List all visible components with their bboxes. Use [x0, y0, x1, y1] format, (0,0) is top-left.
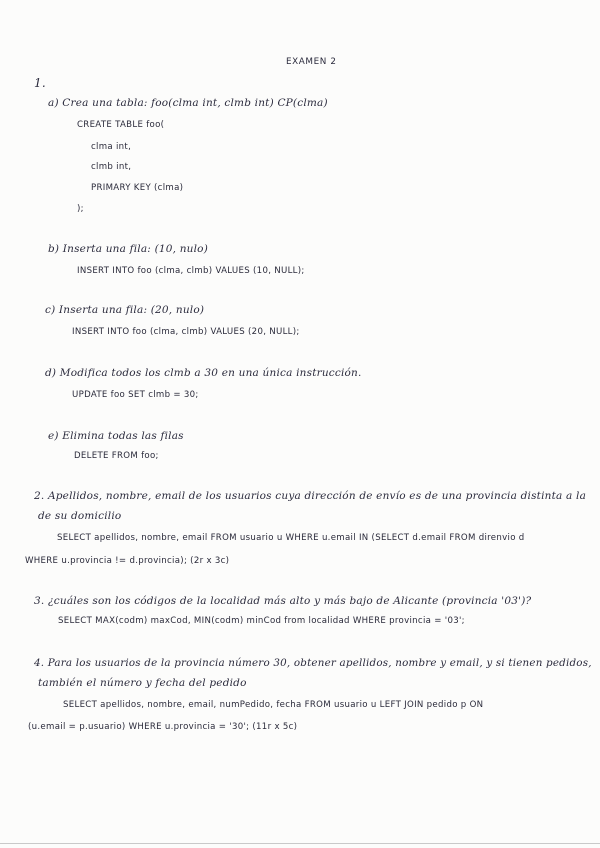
- q2-prompt-line: 2. Apellidos, nombre, email de los usuarios cuya dirección de envío es de una provincia distinta a la: [34, 490, 587, 502]
- q1a-code-line: CREATE TABLE foo(: [77, 120, 165, 130]
- q4-code-line: SELECT apellidos, nombre, email, numPedido, fecha FROM usuario u LEFT JOIN pedido p ON: [63, 700, 484, 710]
- q4-prompt-line: 4. Para los usuarios de la provincia número 30, obtener apellidos, nombre y email, y si tienen pedidos,: [34, 657, 592, 669]
- q1e-prompt: e) Elimina todas las filas: [48, 430, 184, 442]
- q1b-prompt: b) Inserta una fila: (10, nulo): [48, 243, 208, 255]
- q2-code-line: WHERE u.provincia != d.provincia); (2r x 3c): [25, 556, 230, 566]
- q3-prompt: 3. ¿cuáles son los códigos de la localidad más alto y más bajo de Alicante (provincia '03')?: [34, 595, 532, 607]
- q1d-code: UPDATE foo SET clmb = 30;: [72, 390, 199, 400]
- q3-code: SELECT MAX(codm) maxCod, MIN(codm) minCod from localidad WHERE provincia = '03';: [58, 616, 465, 626]
- q1a-code-line: clma int,: [91, 142, 132, 152]
- q1b-code: INSERT INTO foo (clma, clmb) VALUES (10, NULL);: [77, 266, 305, 276]
- q4-code-line: (u.email = p.usuario) WHERE u.provincia = '30'; (11r x 5c): [28, 722, 298, 732]
- q2-prompt-line: de su domicilio: [38, 510, 122, 522]
- q2-code-line: SELECT apellidos, nombre, email FROM usuario u WHERE u.email IN (SELECT d.email FROM direnvio d: [57, 533, 525, 543]
- question-1-number: 1.: [34, 76, 46, 90]
- q4-prompt-line: también el número y fecha del pedido: [38, 677, 247, 689]
- q1c-code: INSERT INTO foo (clma, clmb) VALUES (20, NULL);: [72, 327, 300, 337]
- q1e-code: DELETE FROM foo;: [74, 451, 159, 461]
- page-title: EXAMEN 2: [286, 57, 337, 67]
- q1d-prompt: d) Modifica todos los clmb a 30 en una única instrucción.: [45, 367, 362, 379]
- q1c-prompt: c) Inserta una fila: (20, nulo): [45, 304, 205, 316]
- q1a-code-line: PRIMARY KEY (clma): [91, 183, 184, 193]
- q1a-code-line: clmb int,: [91, 162, 132, 172]
- q1a-prompt: a) Crea una tabla: foo(clma int, clmb int) CP(clma): [48, 97, 328, 109]
- page-bottom-edge: [0, 843, 600, 844]
- q1a-code-line: );: [77, 204, 84, 214]
